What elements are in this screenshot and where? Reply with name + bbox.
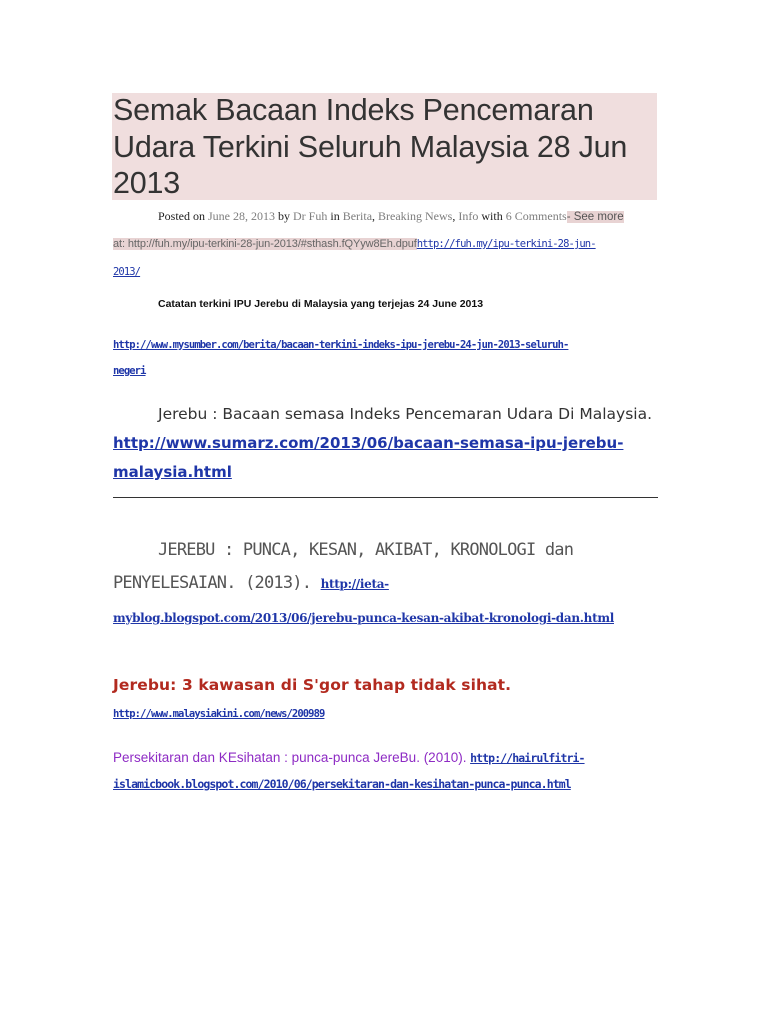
comments-link[interactable]: 6 Comments xyxy=(505,209,567,223)
page-title: Semak Bacaan Indeks Pencemaran Udara Terkini Seluruh Malaysia 28 Jun 2013 xyxy=(113,93,628,200)
post-meta xyxy=(158,208,624,225)
sgor-headline: Jerebu: 3 kawasan di S'gor tahap tidak sihat. xyxy=(113,676,512,694)
mysumber-link[interactable]: http://www.mysumber.com/berita/bacaan-terkini-indeks-ipu-jerebu-24-jun-2013-seluruh- xyxy=(113,339,569,351)
sep1: , xyxy=(372,209,376,223)
horizontal-divider xyxy=(113,497,658,498)
catatan-heading: Catatan terkini IPU Jerebu di Malaysia yang terjejas 24 June 2013 xyxy=(158,298,484,310)
jerebu-bacaan-paragraph xyxy=(113,400,663,487)
ieta-link[interactable]: http://ieta- xyxy=(320,577,389,591)
posted-on-label: Posted on xyxy=(158,209,206,223)
jerebu-punca-paragraph xyxy=(113,534,673,635)
in-label: in xyxy=(330,209,340,223)
category-berita[interactable]: Berita xyxy=(342,209,373,223)
jerebu-bacaan-text: Jerebu : Bacaan semasa Indeks Pencemaran Udara Di Malaysia. xyxy=(158,405,653,423)
malaysiakini-link[interactable]: http://www.malaysiakini.com/news/200989 xyxy=(113,708,325,720)
fuh-link-cont[interactable]: 2013/ xyxy=(113,266,141,278)
mysumber-link-cont[interactable]: negeri xyxy=(113,365,146,377)
source-at-text: at: http://fuh.my/ipu-terkini-28-jun-2013/#sthash.fQYyw8Eh.dpuf xyxy=(113,238,417,250)
by-label: by xyxy=(278,209,291,223)
ieta-link-cont[interactable]: myblog.blogspot.com/2013/06/jerebu-punca-kesan-akibat-kronologi-dan.html xyxy=(113,611,614,625)
persekitaran-text: Persekitaran dan KEsihatan : punca-punca JereBu. (2010). xyxy=(113,750,467,765)
source-line-cont xyxy=(113,262,140,280)
category-breaking-news[interactable]: Breaking News xyxy=(378,209,453,223)
post-author[interactable]: Dr Fuh xyxy=(293,209,328,223)
hairulfitri-link[interactable]: http://hairulfitri- xyxy=(470,751,585,765)
fuh-link[interactable]: http://fuh.my/ipu-terkini-28-jun- xyxy=(416,238,596,250)
hairulfitri-link-cont[interactable]: islamicbook.blogspot.com/2010/06/persekitaran-dan-kesihatan-punca-punca.html xyxy=(113,777,571,791)
sep2: , xyxy=(452,209,456,223)
see-more-text: - See more xyxy=(566,211,624,223)
jerebu-punca-text: JEREBU : PUNCA, KESAN, AKIBAT, KRONOLOGI dan PENYELESAIAN. (2013). xyxy=(113,540,574,593)
category-info[interactable]: Info xyxy=(458,209,479,223)
persekitaran-paragraph xyxy=(113,745,683,797)
with-label: with xyxy=(481,209,503,223)
post-date[interactable]: June 28, 2013 xyxy=(208,209,276,223)
source-line xyxy=(113,236,596,252)
sumarz-link[interactable]: http://www.sumarz.com/2013/06/bacaan-semasa-ipu-jerebu-malaysia.html xyxy=(113,434,624,481)
